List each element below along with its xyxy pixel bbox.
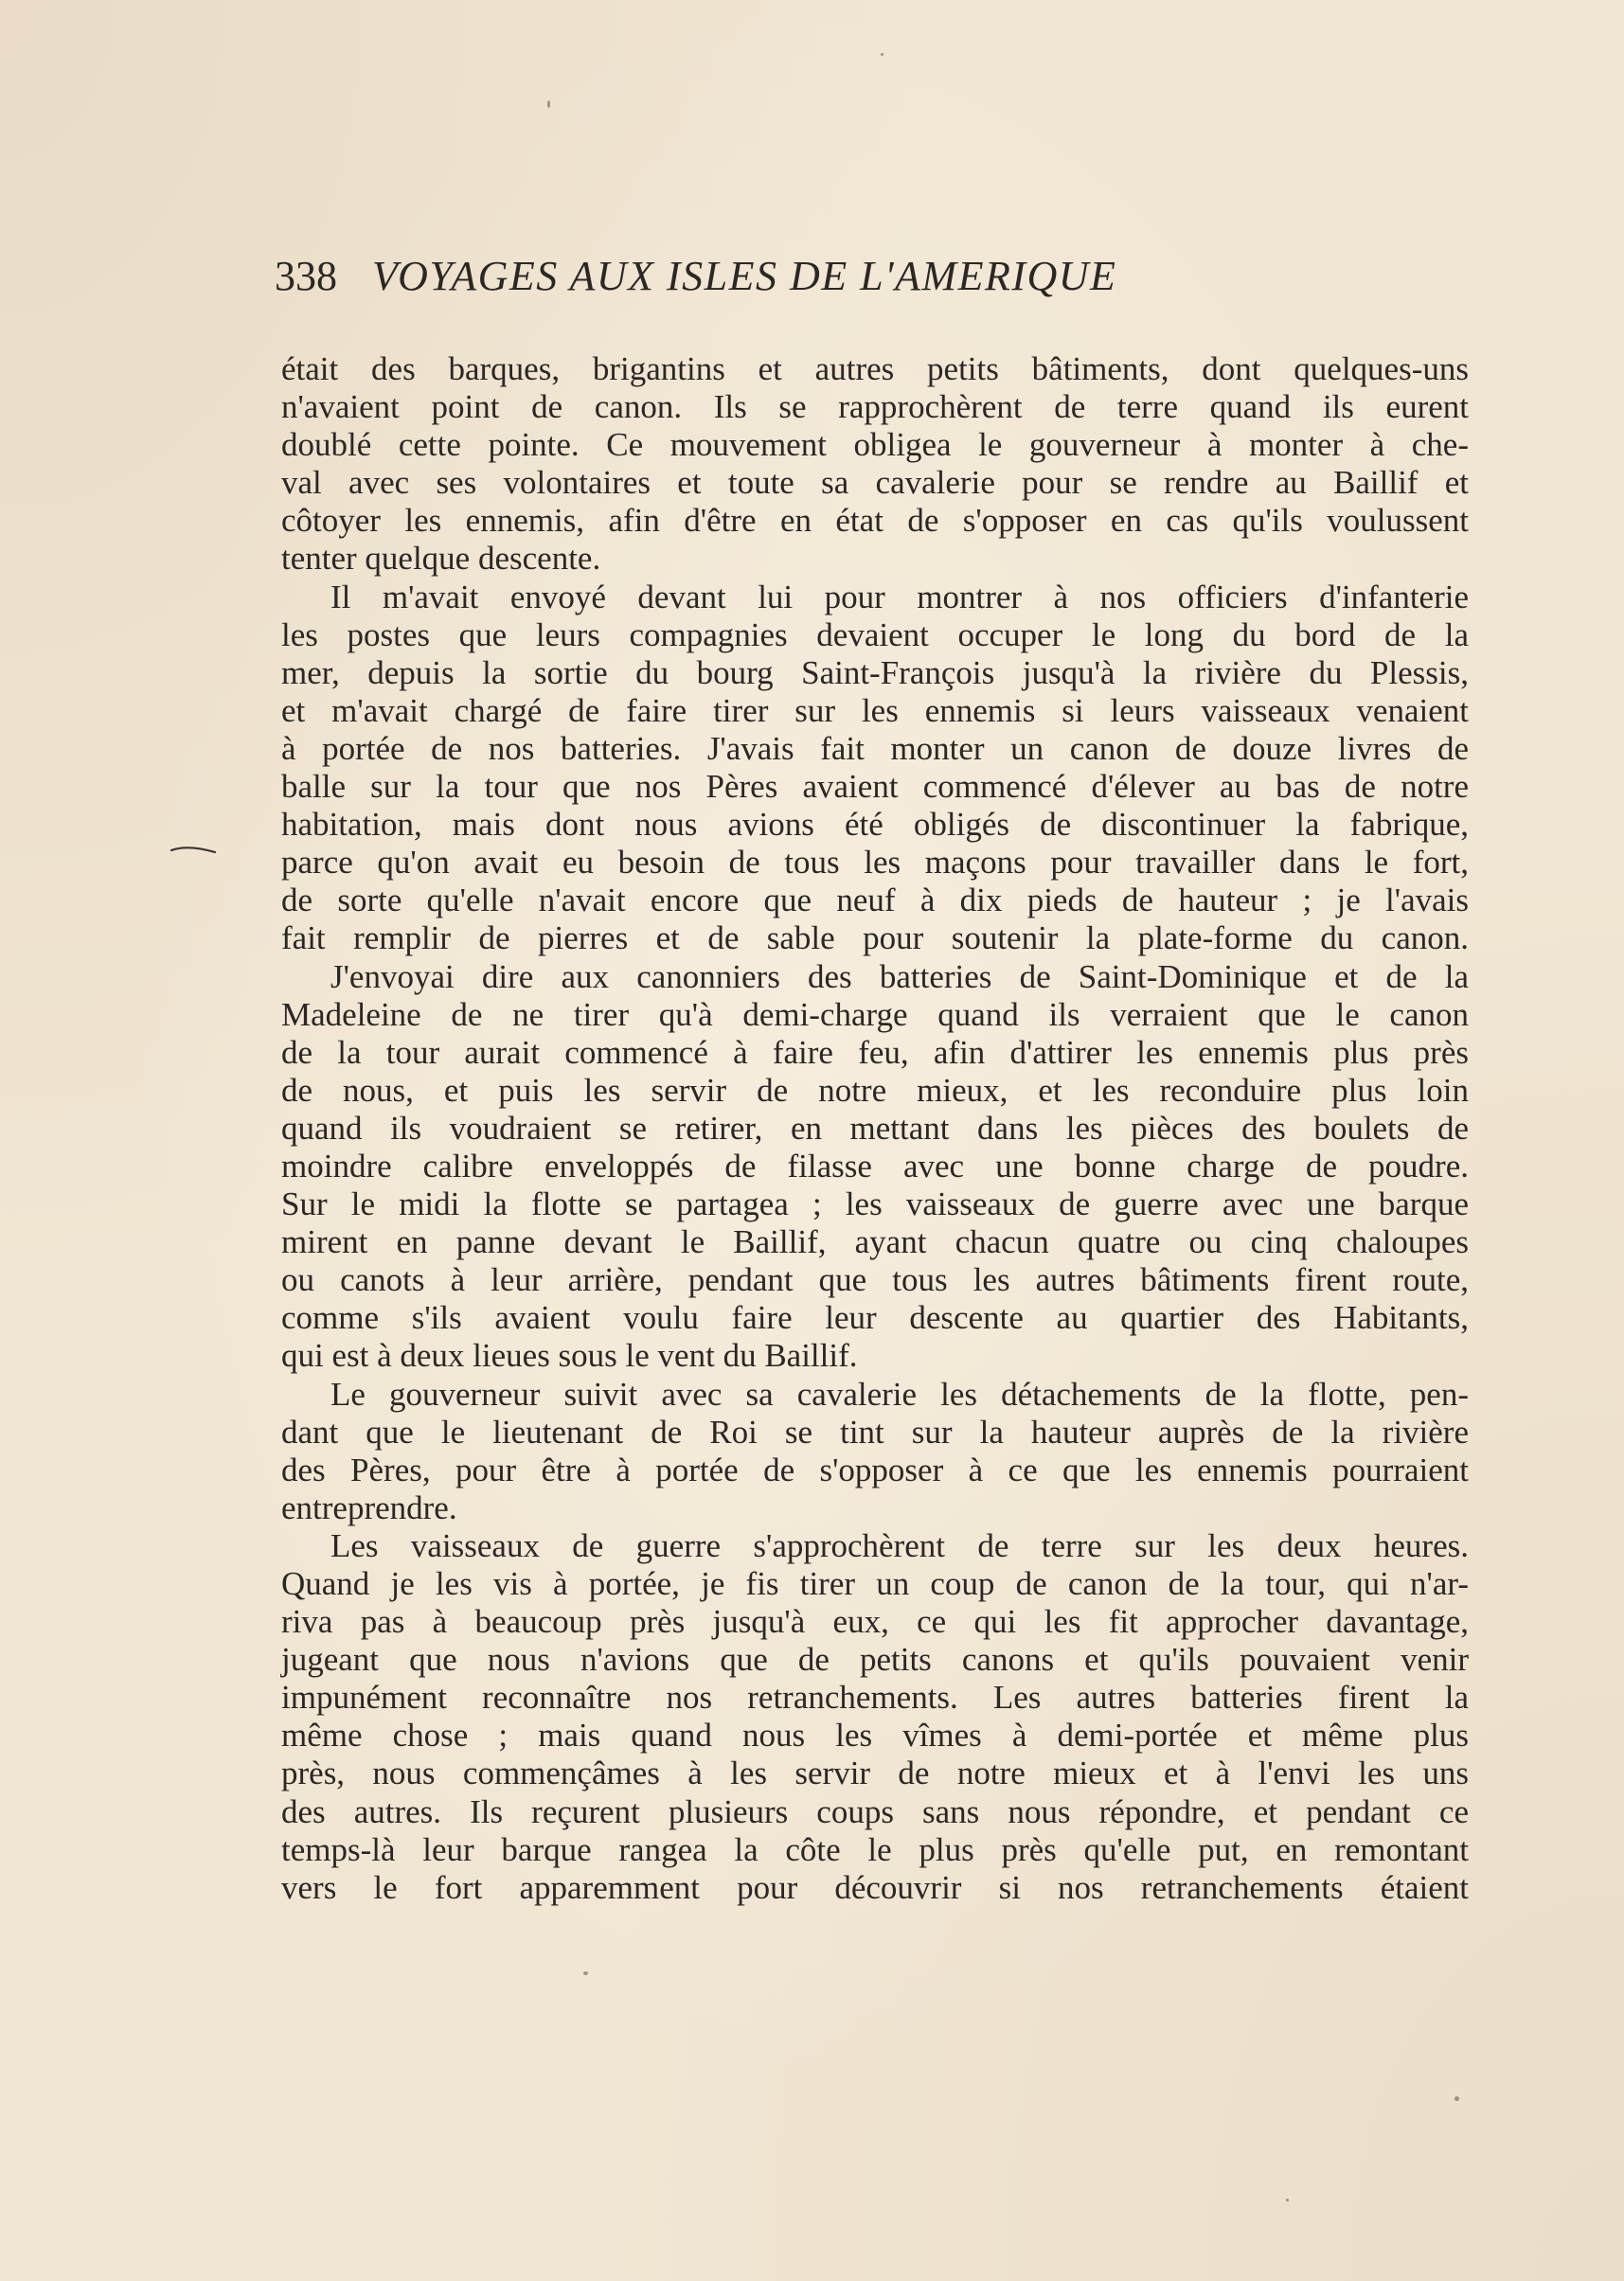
text-line: habitation, mais dont nous avions été obligés de discontinuer la fabrique, <box>281 806 1469 844</box>
text-line: n'avaient point de canon. Ils se rapprochèrent de terre quand ils eurent <box>281 388 1469 426</box>
text-line: côtoyer les ennemis, afin d'être en état de s'opposer en cas qu'ils voulussent <box>281 502 1469 540</box>
paper-speck <box>583 1971 588 1975</box>
text-line: tenter quelque descente. <box>281 540 601 578</box>
text-line: de la tour aurait commencé à faire feu, afin d'attirer les ennemis plus près <box>281 1033 1469 1071</box>
text-line: des autres. Ils reçurent plusieurs coups sans nous répondre, et pendant ce <box>281 1792 1469 1830</box>
text-line: Le gouverneur suivit avec sa cavalerie les détachements de la flotte, pen- <box>330 1375 1469 1413</box>
text-line: les postes que leurs compagnies devaient occuper le long du bord de la <box>281 615 1469 653</box>
paper-speck <box>881 53 883 56</box>
text-line: ou canots à leur arrière, pendant que tous les autres bâtiments firent route, <box>281 1261 1469 1299</box>
text-line: Madeleine de ne tirer qu'à demi-charge quand ils verraient que le canon <box>281 995 1469 1033</box>
running-title: VOYAGES AUX ISLES DE L'AMERIQUE <box>372 253 1117 299</box>
text-line: dant que le lieutenant de Roi se tint sur la hauteur auprès de la rivière <box>281 1413 1469 1451</box>
text-line: riva pas à beaucoup près jusqu'à eux, ce qui les fit approcher davantage, <box>281 1603 1469 1641</box>
text-line: vers le fort apparemment pour découvrir si nos retranchements étaient <box>281 1868 1469 1906</box>
text-line: qui est à deux lieues sous le vent du Baillif. <box>281 1337 858 1375</box>
text-line: doublé cette pointe. Ce mouvement obligea le gouverneur à monter à che- <box>281 426 1469 464</box>
page-number: 338 <box>275 253 337 299</box>
text-line: de nous, et puis les servir de notre mieux, et les reconduire plus loin <box>281 1071 1469 1109</box>
text-line: moindre calibre enveloppés de filasse avec une bonne charge de poudre. <box>281 1147 1469 1185</box>
text-line: comme s'ils avaient voulu faire leur descente au quartier des Habitants, <box>281 1299 1469 1337</box>
text-line: Il m'avait envoyé devant lui pour montrer à nos officiers d'infanterie <box>330 578 1469 615</box>
text-line: temps-là leur barque rangea la côte le plus près qu'elle put, en remontant <box>281 1830 1469 1868</box>
text-line: val avec ses volontaires et toute sa cavalerie pour se rendre au Baillif et <box>281 464 1469 502</box>
text-line: même chose ; mais quand nous les vîmes à demi-portée et même plus <box>281 1717 1469 1755</box>
text-line: entreprendre. <box>281 1488 457 1526</box>
text-line: jugeant que nous n'avions que de petits canons et qu'ils pouvaient venir <box>281 1641 1469 1679</box>
paper-speck <box>1454 2096 1459 2101</box>
text-line: Les vaisseaux de guerre s'approchèrent de terre sur les deux heures. <box>330 1526 1469 1564</box>
text-line: de sorte qu'elle n'avait encore que neuf à dix pieds de hauteur ; je l'avais <box>281 882 1469 919</box>
text-line: était des barques, brigantins et autres petits bâtiments, dont quelques-uns <box>281 350 1469 387</box>
body-text <box>281 350 1469 1960</box>
text-line: mer, depuis la sortie du bourg Saint-François jusqu'à la rivière du Plessis, <box>281 653 1469 691</box>
text-line: mirent en panne devant le Baillif, ayant chacun quatre ou cinq chaloupes <box>281 1223 1469 1261</box>
text-line: à portée de nos batteries. J'avais fait monter un canon de douze livres de <box>281 729 1469 767</box>
text-line: des Pères, pour être à portée de s'opposer à ce que les ennemis pourraient <box>281 1451 1469 1488</box>
text-line: parce qu'on avait eu besoin de tous les maçons pour travailler dans le fort, <box>281 844 1469 882</box>
text-line: Quand je les vis à portée, je fis tirer un coup de canon de la tour, qui n'ar- <box>281 1565 1469 1602</box>
text-line: impunément reconnaître nos retranchements. Les autres batteries firent la <box>281 1679 1469 1717</box>
text-line: et m'avait chargé de faire tirer sur les ennemis si leurs vaisseaux venaient <box>281 691 1469 729</box>
paper-speck <box>1286 2199 1289 2201</box>
text-line: près, nous commençâmes à les servir de notre mieux et à l'envi les uns <box>281 1755 1469 1792</box>
paper-speck <box>547 100 550 108</box>
margin-pencil-mark <box>170 845 216 854</box>
text-line: balle sur la tour que nos Pères avaient commencé d'élever au bas de notre <box>281 768 1469 806</box>
text-line: Sur le midi la flotte se partagea ; les vaisseaux de guerre avec une barque <box>281 1185 1469 1223</box>
text-line: J'envoyai dire aux canonniers des batteries de Saint-Dominique et de la <box>330 957 1469 995</box>
text-line: quand ils voudraient se retirer, en mettant dans les pièces des boulets de <box>281 1109 1469 1147</box>
text-line: fait remplir de pierres et de sable pour soutenir la plate-forme du canon. <box>281 919 1469 957</box>
page-header <box>275 248 1383 305</box>
